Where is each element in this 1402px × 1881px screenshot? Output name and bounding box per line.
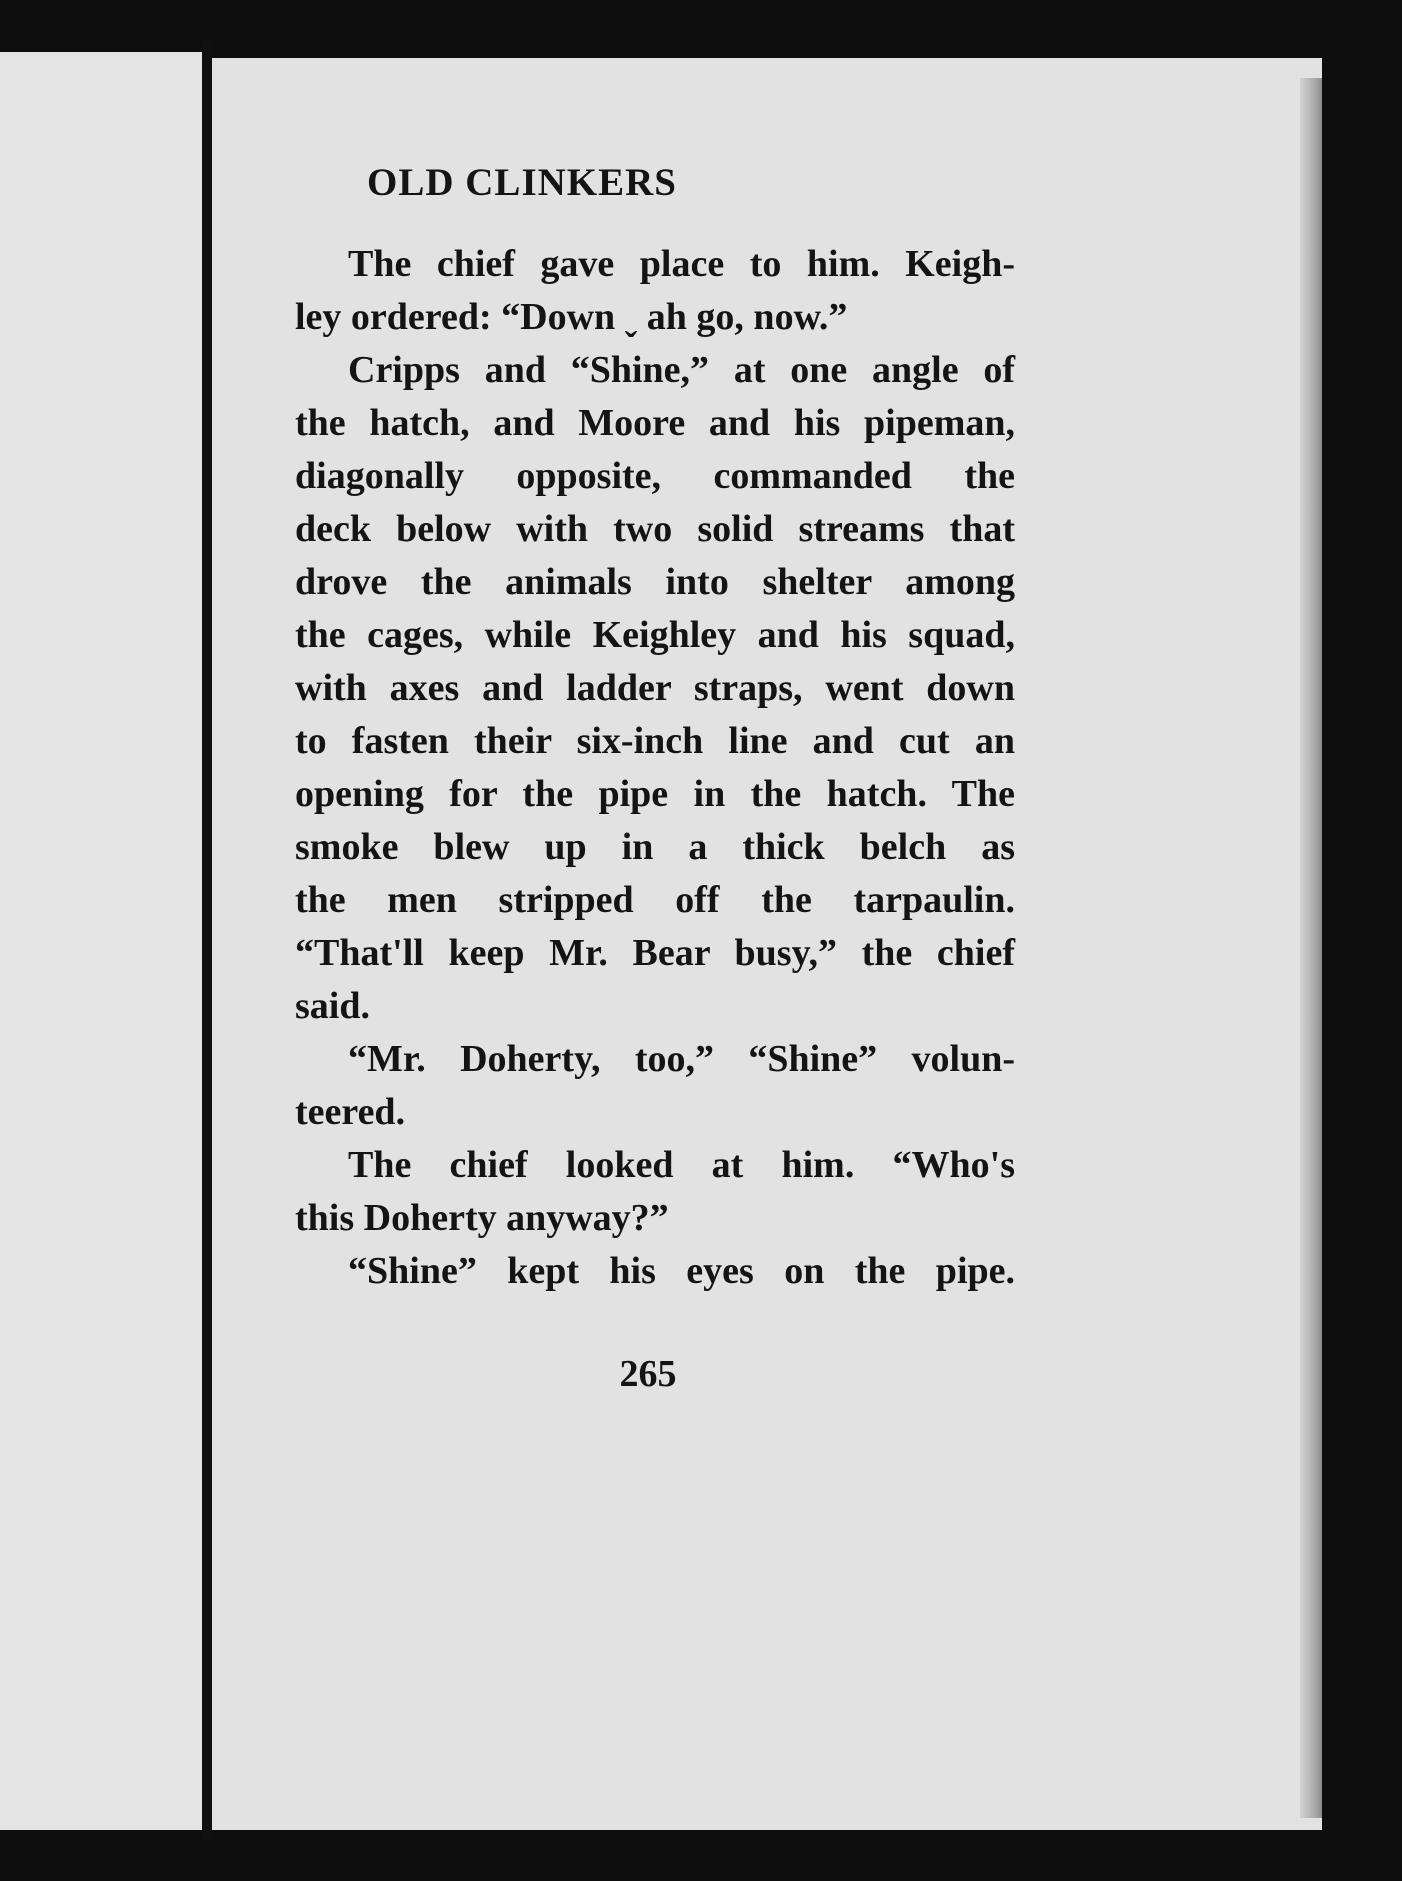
text-line: said.: [295, 985, 370, 1027]
text-line: Cripps and “Shine,” at one angle of: [348, 349, 1015, 391]
text-line: ley ordered: “Down ˬ ah go, now.”: [295, 296, 848, 338]
running-head: OLD CLINKERS: [367, 161, 677, 204]
text-line: diagonally opposite, commanded the: [295, 455, 1015, 497]
text-line: the men stripped off the tarpaulin.: [295, 879, 1015, 921]
text-line: smoke blew up in a thick belch as: [295, 826, 1015, 868]
page-number: 265: [619, 1353, 677, 1395]
text-line: teered.: [295, 1091, 406, 1133]
text-line: opening for the pipe in the hatch. The: [295, 773, 1015, 815]
text-line: The chief gave place to him. Keigh-: [348, 243, 1015, 285]
text-line: the cages, while Keighley and his squad,: [295, 614, 1015, 656]
page-edge: [1300, 78, 1322, 1818]
body-text: [295, 238, 1015, 1298]
text-line: this Doherty anyway?”: [295, 1197, 669, 1239]
text-line: with axes and ladder straps, went down: [295, 667, 1015, 709]
text-line: to fasten their six-inch line and cut an: [295, 720, 1015, 762]
text-line: “Shine” kept his eyes on the pipe.: [348, 1250, 1015, 1292]
left-page: [0, 52, 202, 1830]
book-gutter: [202, 40, 212, 1840]
text-line: The chief looked at him. “Who's: [348, 1144, 1015, 1186]
text-line: drove the animals into shelter among: [295, 561, 1015, 603]
text-line: the hatch, and Moore and his pipeman,: [295, 402, 1015, 444]
text-line: “That'll keep Mr. Bear busy,” the chief: [295, 932, 1015, 974]
text-line: deck below with two solid streams that: [295, 508, 1015, 550]
text-line: “Mr. Doherty, too,” “Shine” volun-: [348, 1038, 1015, 1080]
